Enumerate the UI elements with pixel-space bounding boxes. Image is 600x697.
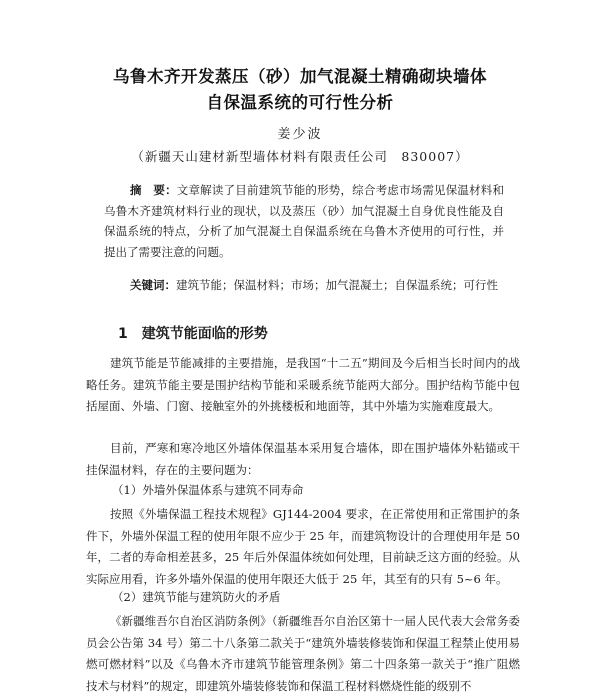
author-affiliation: （新疆天山建材新型墙体材料有限责任公司 830007） — [131, 149, 469, 164]
abstract-label: 摘 要： — [130, 183, 177, 197]
abstract-text: 文章解读了目前建筑节能的形势，综合考虑市场需见保温材料和乌鲁木齐建筑材料行业的现状，以及蒸压（砂）加气混凝土自身优良性能及自保温系统的特点，分析了加气混凝土自保温系统在乌鲁木齐使用的可行性，并提出了需要注意的问题。 — [104, 183, 505, 259]
paragraph-text: 建筑节能是节能减排的主要措施，是我国“十二五”期间及今后相当长时间内的战略任务。建筑节能主要是围护结构节能和采暖系统节能两大部分。围护结构节能中包括屋面、外墙、门窗、接触室外的外挑楼板和地面等，其中外墙为实施难度最大。 — [86, 356, 520, 413]
author-name: 姜少波 — [277, 127, 323, 142]
subheading-2: （2）建筑节能与建筑防火的矛盾 — [112, 590, 281, 604]
paper-title-line-2: 自保温系统的可行性分析 — [206, 93, 394, 112]
paper-title-line-1: 乌鲁木齐开发蒸压（砂）加气混凝土精确砌块墙体 — [113, 67, 487, 86]
section-heading: 1 建筑节能面临的形势 — [118, 326, 268, 342]
keywords — [104, 275, 504, 296]
keywords-label: 关键词： — [130, 278, 176, 292]
subheading-1: （1）外墙外保温体系与建筑不同寿命 — [112, 483, 304, 497]
body-paragraph — [86, 353, 520, 418]
paragraph-text: 《新疆维吾尔自治区消防条例》（新疆维吾尔自治区第十一届人民代表大会常务委员会公告第 34 号）第二十八条第二款关于“建筑外墙装修装饰和保温工程禁止使用易燃可燃材料”以及《乌鲁木齐市建筑节能管理条例》第二十四条第一款关于“推广阻燃技术与材料”的规定，即建筑外墙装修装饰和保温工程材料燃烧性能的级别不 — [86, 614, 520, 693]
body-paragraph — [86, 504, 520, 590]
paragraph-text: 目前，严寒和寒冷地区外墙体保温基本采用复合墙体，即在围护墙体外粘锚或干挂保温材料，存在的主要问题为： — [86, 441, 520, 477]
keywords-text: 建筑节能；保温材料；市场；加气混凝土；自保温系统；可行性 — [176, 278, 498, 292]
paragraph-text: 按照《外墙保温工程技术规程》GJ144-2004 要求，在正常使用和正常围护的条件下，外墙外保温工程的使用年限不应少于 25 年，而建筑物设计的合理使用年是 50 年，二者的寿命相差甚多，25 年后外保温体统如何处理，目前缺乏这方面的经验。从实际应用看，许多外墙外保温的使用年限还大低于 25 年，其至有的只有 5~6 年。 — [86, 507, 520, 586]
body-paragraph — [86, 438, 520, 481]
abstract — [104, 180, 504, 262]
body-paragraph — [86, 611, 520, 697]
